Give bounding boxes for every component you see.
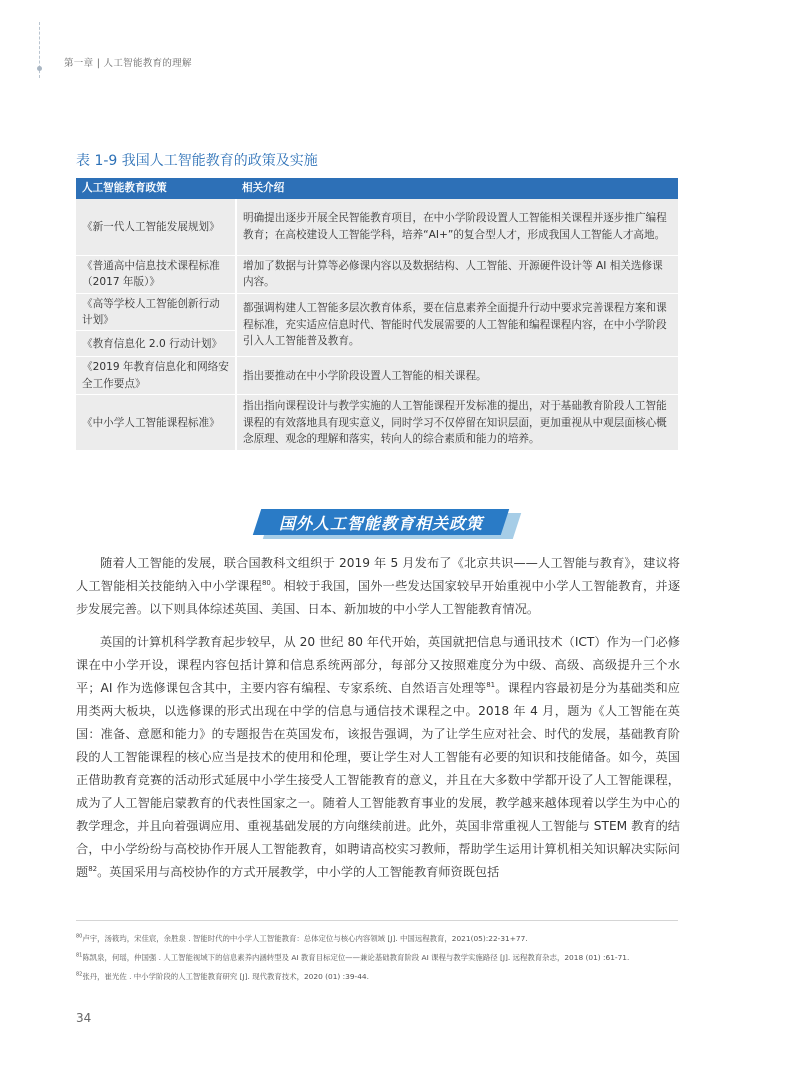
policy-name: 《中小学人工智能课程标准》 <box>76 395 236 451</box>
section-banner <box>257 509 517 539</box>
policy-name: 《高等学校人工智能创新行动计划》 <box>76 293 236 331</box>
table-row <box>76 255 678 293</box>
running-head: 第一章 | 人工智能教育的理解 <box>64 58 192 69</box>
table-row <box>76 199 678 255</box>
policy-name: 《2019 年教育信息化和网络安全工作要点》 <box>76 357 236 395</box>
footnote-divider <box>76 920 678 921</box>
footnotes <box>76 929 686 986</box>
policy-table <box>76 178 678 451</box>
policy-name: 《新一代人工智能发展规划》 <box>76 199 236 255</box>
policy-description: 都强调构建人工智能多层次教育体系，要在信息素养全面提升行动中要求完善课程方案和课程标准，充实适应信息时代、智能时代发展需要的人工智能和编程课程内容，在中小学阶段引入人工智能普及教育。 <box>236 293 678 357</box>
footnote-number: 81 <box>76 952 83 959</box>
margin-dot <box>37 66 42 71</box>
table-header-policy: 人工智能教育政策 <box>76 178 236 199</box>
paragraph-text: 。课程内容最初是分为基础类和应用类两大板块，以选修课的形式出现在中学的信息与通信技术课程之中。2018 年 4 月，题为《人工智能在英国：准备、意愿和能力》的专题报告在英国发布，该报告强调，为了让学生应对社会、时代的发展，基础教育阶段的人工智能课程的核心应当是技术的使用和伦理，要让学生对人工智能有必要的知识和技能储备。如今，英国正借助教育竞赛的活动形式延展中小学生接受人工智能教育的意义，并且在大多数中学都开设了人工智能课程，成为了人工智能启蒙教育的代表性国家之一。随着人工智能教育事业的发展，教学越来越体现着以学生为中心的教学理念，并且向着强调应用、重视基础发展的方向继续前进。此外，英国非常重视人工智能与 STEM 教育的结合，中小学纷纷与高校协作开展人工智能教育，如聘请高校实习教师，帮助学生运用计算机相关知识解决实际问题 <box>76 681 680 879</box>
paragraph-text: 英国的计算机科学教育起步较早，从 20 世纪 80 年代开始，英国就把信息与通讯技术（ICT）作为一门必修课在中小学开设，课程内容包括计算和信息系统两部分，每部分又按照难度分为中级、高级、高级提升三个水平；AI 作为选修课包含其中，主要内容有编程、专家系统、自然语言处理等 <box>76 635 680 695</box>
footnote-item <box>76 967 686 986</box>
paragraph-text: 随着人工智能的发展，联合国教科文组织于 2019 年 5 月发布了《北京共识——人工智能与教育》，建议将人工智能相关技能纳入中小学课程 <box>76 556 680 593</box>
paragraph-intro <box>76 552 680 621</box>
page-number: 34 <box>76 1011 92 1025</box>
table-header-row <box>76 178 678 199</box>
footnote-item <box>76 929 686 948</box>
table-header-description: 相关介绍 <box>236 178 678 199</box>
footnote-ref[interactable]: 82 <box>88 864 98 873</box>
table-row <box>76 395 678 451</box>
table-row <box>76 293 678 331</box>
section-title: 国外人工智能教育相关政策 <box>278 514 483 533</box>
footnote-item <box>76 948 686 967</box>
paragraph-text: 。英国采用与高校协作的方式开展教学，中小学的人工智能教育师资既包括 <box>97 865 500 879</box>
policy-description: 指出指向课程设计与教学实施的人工智能课程开发标准的提出，对于基础教育阶段人工智能课程的有效落地具有现实意义，同时学习不仅停留在知识层面，更加重视从中观层面核心概念原理、观念的理解和落实，转向人的综合素质和能力的培养。 <box>236 395 678 451</box>
footnote-text: 卢宇，汤筱玙，宋佳宸，余胜泉 . 智能时代的中小学人工智能教育：总体定位与核心内容领域 [J]. 中国远程教育，2021(05):22-31+77. <box>82 934 528 943</box>
footnote-text: 陈凯泉，何瑶，仲国强 . 人工智能视域下的信息素养内涵转型及 AI 教育目标定位——兼论基础教育阶段 AI 课程与教学实施路径 [J]. 远程教育杂志，2018 (01) :61-71. <box>82 953 630 962</box>
footnote-ref[interactable]: 80 <box>261 578 271 587</box>
policy-description: 增加了数据与计算等必修课内容以及数据结构、人工智能、开源硬件设计等 AI 相关选修课内容。 <box>236 255 678 293</box>
footnote-number: 80 <box>76 933 83 940</box>
table-caption: 表 1-9 我国人工智能教育的政策及实施 <box>76 153 318 169</box>
footnote-text: 张丹，崔光佐 . 中小学阶段的人工智能教育研究 [J]. 现代教育技术，2020 (01) :39-44. <box>82 972 369 981</box>
table-row <box>76 357 678 395</box>
policy-name: 《普通高中信息技术课程标准（2017 年版）》 <box>76 255 236 293</box>
policy-description: 指出要推动在中小学阶段设置人工智能的相关课程。 <box>236 357 678 395</box>
policy-description: 明确提出逐步开展全民智能教育项目，在中小学阶段设置人工智能相关课程并逐步推广编程教育；在高校建设人工智能学科，培养“AI+”的复合型人才，形成我国人工智能人才高地。 <box>236 199 678 255</box>
paragraph-text: 。相较于我国，国外一些发达国家较早开始重视中小学人工智能教育，并逐步发展完善。以下则具体综述英国、美国、日本、新加坡的中小学人工智能教育情况。 <box>76 579 681 616</box>
footnote-ref[interactable]: 81 <box>486 680 496 689</box>
policy-name: 《教育信息化 2.0 行动计划》 <box>76 331 236 357</box>
paragraph-uk <box>76 631 680 884</box>
footnote-number: 82 <box>76 971 83 978</box>
